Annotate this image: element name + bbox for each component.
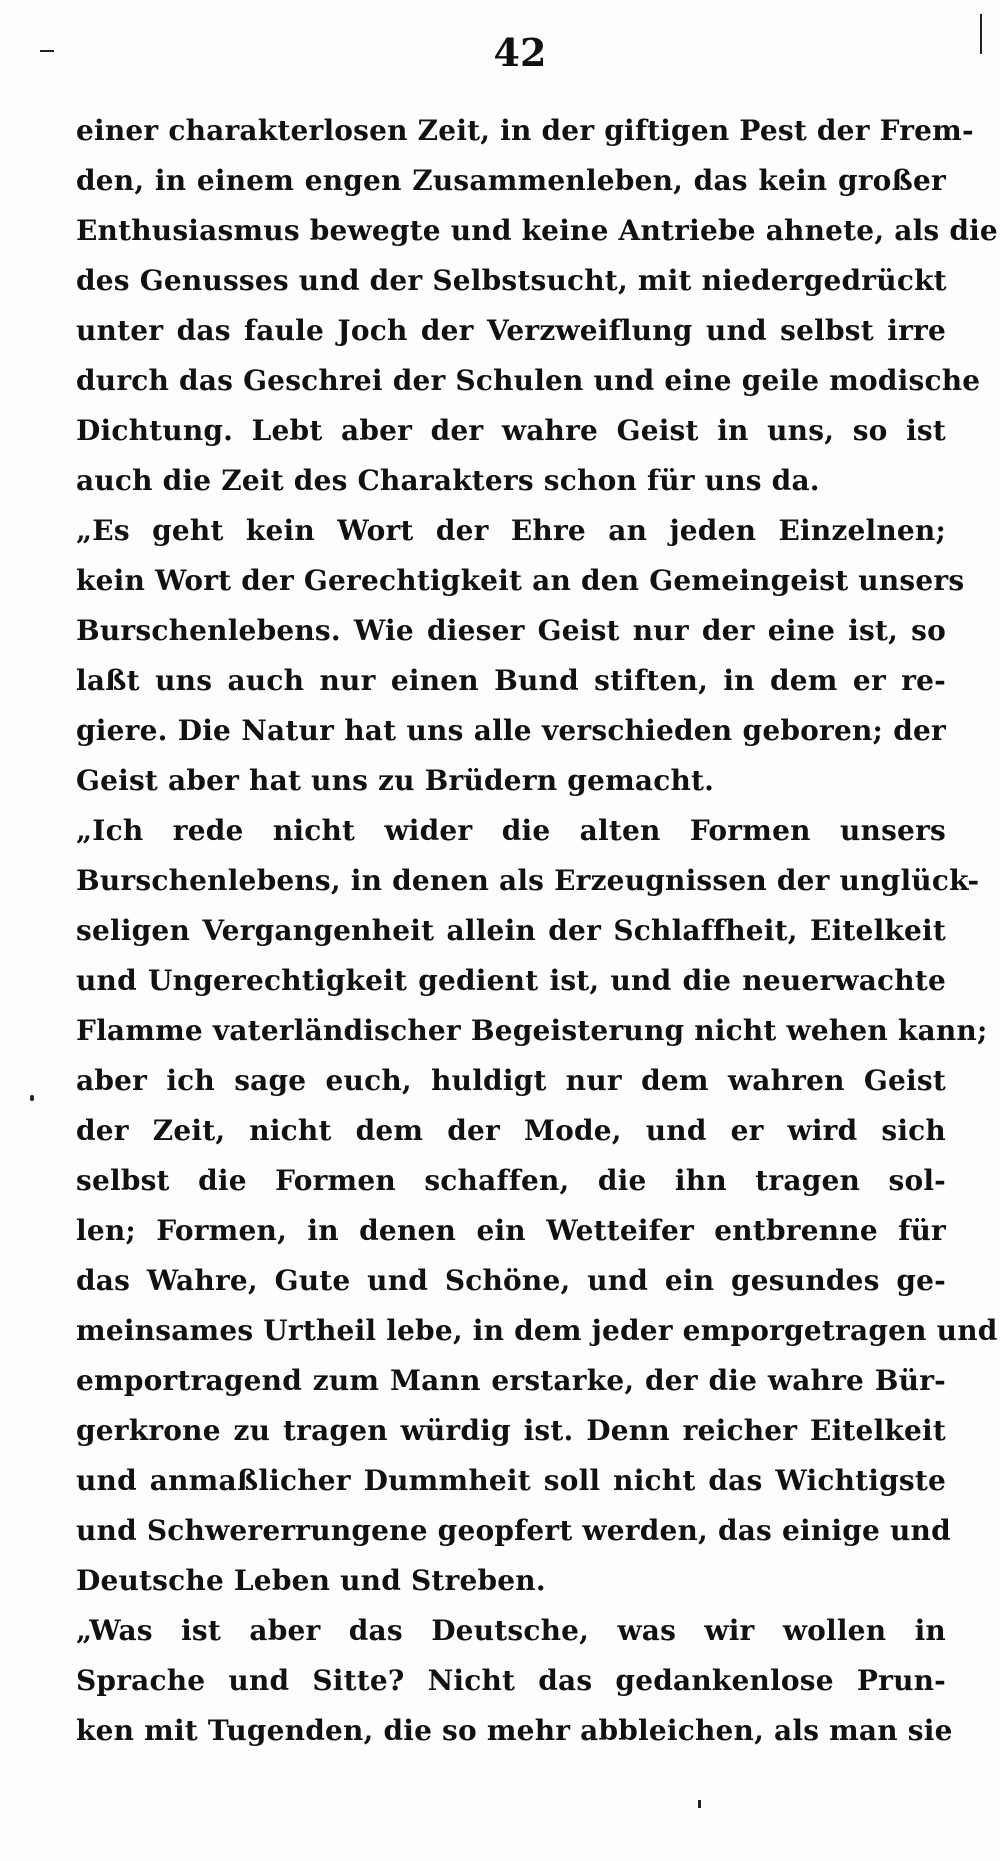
text-line: durch das Geschrei der Schulen und eine geile modische	[76, 364, 981, 397]
text-line: Enthusiasmus bewegte und keine Antriebe ahnete, als die	[76, 214, 998, 247]
text-line: den, in einem engen Zusammenleben, das kein großer	[76, 164, 946, 197]
text-line: des Genusses und der Selbstsucht, mit niedergedrückt	[76, 264, 947, 297]
text-line: emportragend zum Mann erstarke, der die wahre Bür-	[76, 1364, 946, 1397]
text-line: Burschenlebens. Wie dieser Geist nur der eine ist, so	[76, 614, 946, 647]
body-text	[76, 106, 998, 1756]
text-line: und Ungerechtigkeit gedient ist, und die neuerwachte	[76, 964, 946, 997]
text-line: Deutsche Leben und Streben.	[76, 1564, 546, 1597]
text-line: auch die Zeit des Charakters schon für uns da.	[76, 464, 820, 497]
text-line: das Wahre, Gute und Schöne, und ein gesundes ge-	[76, 1264, 946, 1297]
text-line: aber ich sage euch, huldigt nur dem wahren Geist	[76, 1064, 946, 1097]
text-line: giere. Die Natur hat uns alle verschieden geboren; der	[76, 714, 946, 747]
text-line: ken mit Tugenden, die so mehr abbleichen, als man sie	[76, 1714, 953, 1747]
margin-mark	[30, 1095, 34, 1101]
text-line: kein Wort der Gerechtigkeit an den Gemeingeist unsers	[76, 564, 965, 597]
text-line: len; Formen, in denen ein Wetteifer entbrenne für	[76, 1214, 946, 1247]
text-line: und anmaßlicher Dummheit soll nicht das Wichtigste	[76, 1464, 946, 1497]
text-line: selbst die Formen schaffen, die ihn tragen sol-	[76, 1164, 946, 1197]
text-line: „Es geht kein Wort der Ehre an jeden Einzelnen;	[76, 514, 946, 547]
page-number: 42	[493, 30, 547, 75]
text-line: gerkrone zu tragen würdig ist. Denn reicher Eitelkeit	[76, 1414, 946, 1447]
text-line: „Was ist aber das Deutsche, was wir wollen in	[76, 1614, 946, 1647]
text-line: seligen Vergangenheit allein der Schlaffheit, Eitelkeit	[76, 914, 946, 947]
text-line: Burschenlebens, in denen als Erzeugnissen der unglück-	[76, 864, 980, 897]
text-line: Geist aber hat uns zu Brüdern gemacht.	[76, 764, 715, 797]
text-line: einer charakterlosen Zeit, in der giftigen Pest der Frem-	[76, 114, 974, 147]
margin-mark	[698, 1800, 701, 1808]
text-line: und Schwererrungene geopfert werden, das einige und	[76, 1514, 951, 1547]
text-line: „Ich rede nicht wider die alten Formen unsers	[76, 814, 946, 847]
text-line: Sprache und Sitte? Nicht das gedankenlose Prun-	[76, 1664, 946, 1697]
text-line: meinsames Urtheil lebe, in dem jeder emporgetragen und	[76, 1314, 998, 1347]
text-line: Flamme vaterländischer Begeisterung nicht wehen kann;	[76, 1014, 988, 1047]
text-line: der Zeit, nicht dem der Mode, und er wird sich	[76, 1114, 946, 1147]
text-line: unter das faule Joch der Verzweiflung und selbst irre	[76, 314, 946, 347]
text-line: laßt uns auch nur einen Bund stiften, in dem er re-	[76, 664, 946, 697]
text-line: Dichtung. Lebt aber der wahre Geist in uns, so ist	[76, 414, 946, 447]
